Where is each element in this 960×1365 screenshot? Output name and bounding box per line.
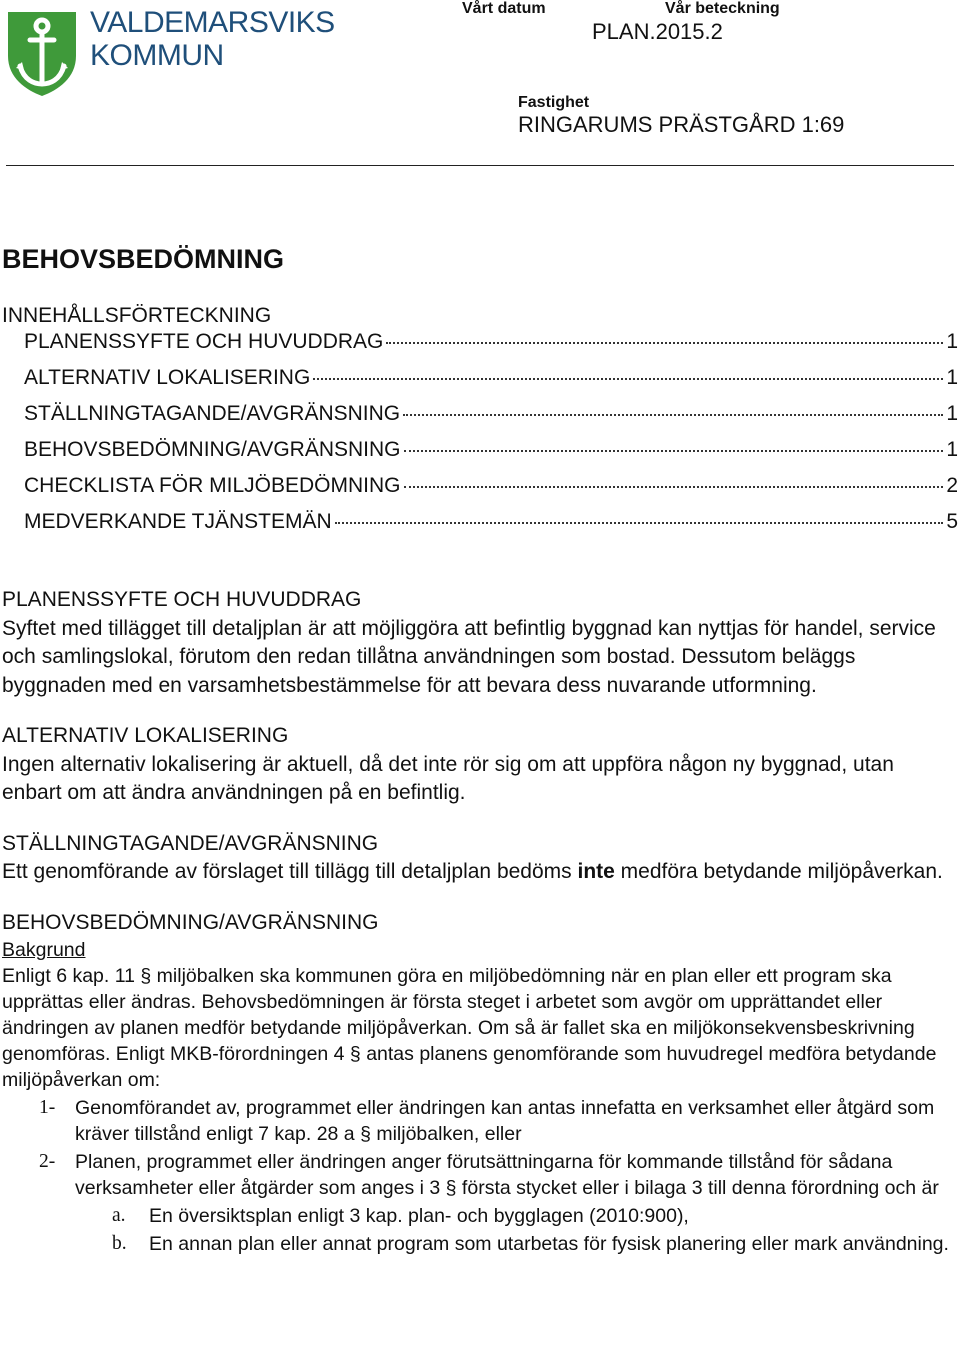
section-heading-standpoint: STÄLLNINGTAGANDE/AVGRÄNSNING [2, 831, 379, 855]
section-text-standpoint [2, 858, 952, 887]
date-label: Vårt datum [462, 0, 546, 17]
org-line-1: VALDEMARSVIKS [90, 6, 335, 39]
list-text: Planen, programmet eller ändringen anger förutsättningarna för kommande tillstånd för sådana verksamheter eller åtgärder som anges i 3 § första stycket eller i bilaga 3 till denna förordning och är [75, 1151, 939, 1199]
toc-item-page: 1 [946, 330, 958, 353]
list-item [2, 1149, 952, 1201]
toc-item-page: 2 [946, 474, 958, 497]
toc-leader [386, 342, 943, 344]
document-body [2, 586, 952, 1257]
toc-item[interactable] [24, 510, 958, 546]
toc-item-page: 1 [946, 438, 958, 461]
section-text-alternative: Ingen alternativ lokalisering är aktuell, då det inte rör sig om att uppföra någon ny byggnad, utan enbart om att ändra användningen på en befintlig. [2, 752, 894, 804]
list-item [2, 1095, 952, 1147]
list-text: Genomförandet av, programmet eller ändringen kan antas innefatta en verksamhet eller åtgärd som kräver tillstånd enligt 7 kap. 28 a § miljöbalken, eller [75, 1097, 935, 1145]
toc-leader [313, 378, 943, 380]
toc-item-page: 1 [946, 366, 958, 389]
toc-item-label: PLANENSSYFTE OCH HUVUDDRAG [24, 330, 384, 353]
property-value: RINGARUMS PRÄSTGÅRD 1:69 [518, 112, 845, 137]
toc-item-page: 1 [946, 402, 958, 425]
toc-heading: INNEHÅLLSFÖRTECKNING [2, 304, 272, 327]
section-text-purpose: Syftet med tillägget till detaljplan är att möjliggöra att befintlig byggnad kan nyttjas för handel, service och samlingslokal, förutom den redan tillåtna användningen som bostad. Dessutom beläggs byggnaden med en varsamhetsbestämmelse för att bevara dess nuvarande utformning. [2, 616, 936, 697]
list-number: 1- [39, 1097, 56, 1118]
section-text-background: Enligt 6 kap. 11 § miljöbalken ska kommunen göra en miljöbedömning när en plan eller ett program ska upprättas eller ändras. Behovsbedömningen är första steget i arbetet som avgör om upprättandet eller ändringen av planen medför betydande miljöpåverkan. Om så är fallet ska en miljökonsekvensbeskrivning genomföras. Enligt MKB-förordningen 4 § antas planens genomförande som huvudregel medföra betydande miljöpåverkan om: [2, 965, 937, 1091]
property-label: Fastighet [518, 94, 590, 111]
toc-item-label: BEHOVSBEDÖMNING/AVGRÄNSNING [24, 438, 401, 461]
toc-leader [335, 522, 944, 524]
section-heading-assessment: BEHOVSBEDÖMNING/AVGRÄNSNING [2, 910, 379, 934]
toc-item-label: STÄLLNINGTAGANDE/AVGRÄNSNING [24, 402, 401, 425]
toc-leader [403, 414, 943, 416]
sublist-letter: a. [112, 1205, 126, 1226]
section-heading-purpose: PLANENSSYFTE OCH HUVUDDRAG [2, 588, 362, 611]
section-heading-alternative: ALTERNATIV LOKALISERING [2, 724, 289, 747]
municipality-logo [4, 8, 80, 98]
reference-value: PLAN.2015.2 [592, 19, 723, 44]
toc-item[interactable] [24, 330, 958, 366]
toc-item[interactable] [24, 474, 958, 510]
sublist-text: En översiktsplan enligt 3 kap. plan- och bygglagen (2010:900), [149, 1205, 689, 1227]
reference-label: Vår beteckning [665, 0, 780, 17]
sublist-letter: b. [112, 1233, 127, 1254]
org-line-2: KOMMUN [90, 39, 224, 72]
sublist-item [2, 1231, 952, 1257]
anchor-shield-icon [4, 8, 80, 98]
toc-leader [404, 486, 944, 488]
document-title: BEHOVSBEDÖMNING [2, 244, 285, 274]
sublist-item [2, 1203, 952, 1229]
assessment-content [2, 937, 952, 1257]
toc-item-label: MEDVERKANDE TJÄNSTEMÄN [24, 510, 332, 533]
subheading-background: Bakgrund [2, 939, 86, 961]
toc-item-page: 5 [946, 510, 958, 533]
toc-item-label: ALTERNATIV LOKALISERING [24, 366, 311, 389]
toc-item[interactable] [24, 402, 958, 438]
toc-item[interactable] [24, 438, 958, 474]
table-of-contents [24, 330, 958, 546]
organization-name [90, 6, 335, 72]
standpoint-text-bold: inte [577, 860, 615, 883]
standpoint-text-b: medföra betydande miljöpåverkan. [614, 860, 943, 883]
header-divider [6, 165, 954, 166]
toc-leader [404, 450, 944, 452]
toc-item[interactable] [24, 366, 958, 402]
sublist-text: En annan plan eller annat program som utarbetas för fysisk planering eller mark användning. [149, 1233, 949, 1255]
standpoint-text-a: Ett genomförande av förslaget till tillägg till detaljplan bedöms [2, 860, 578, 883]
toc-item-label: CHECKLISTA FÖR MILJÖBEDÖMNING [24, 474, 401, 497]
list-number: 2- [39, 1151, 56, 1172]
